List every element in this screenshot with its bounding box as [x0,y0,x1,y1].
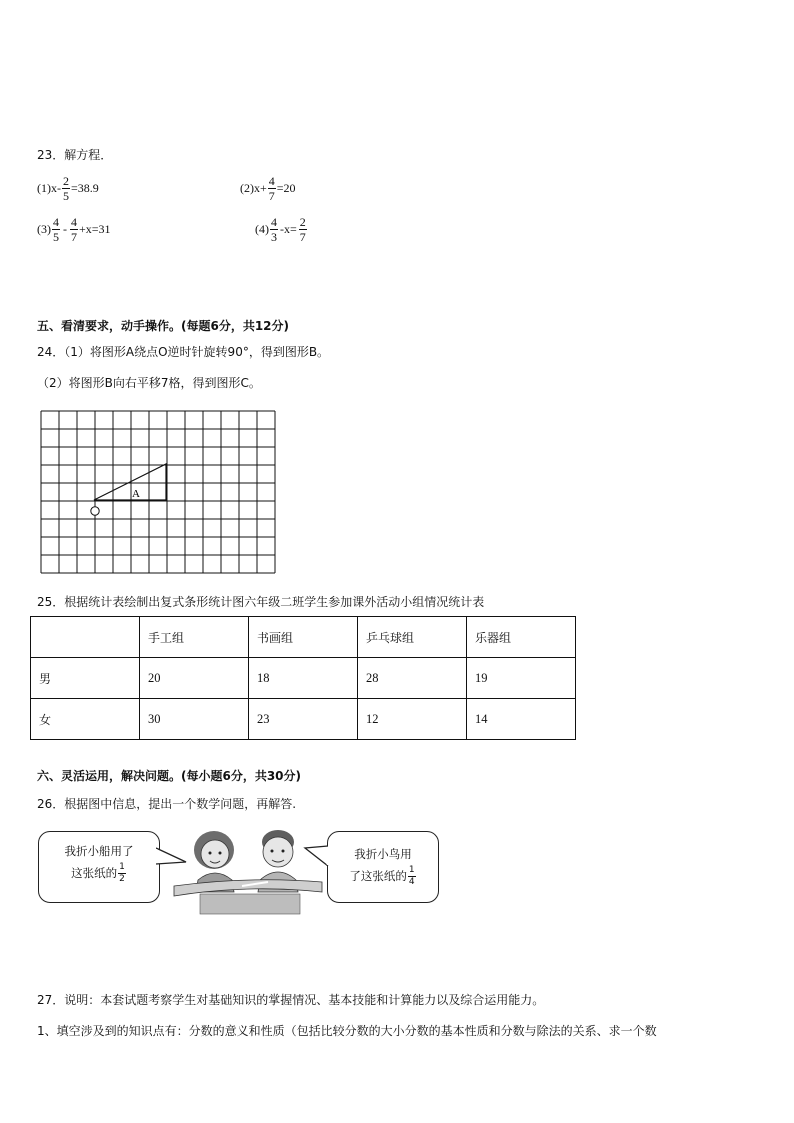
section-5-heading: 五、看清要求，动手操作。(每题6分，共12分) [37,319,290,333]
children-illustration [172,820,324,916]
table-header-row [31,617,576,658]
table-cell: 12 [358,699,467,740]
table-header-cell: 书画组 [249,617,358,658]
section-6-heading: 六、灵活运用，解决问题。(每小题6分，共30分) [37,769,302,783]
q27-line2: 1、填空涉及到的知识点有：分数的意义和性质（包括比较分数的大小分数的基本性质和分数与除法的关系、求一个数 [37,1024,657,1038]
table-cell: 30 [140,699,249,740]
table-header-cell: 乒乓球组 [358,617,467,658]
fraction: $\frac{2}{5}$ [63,174,69,203]
fraction: $\frac{4}{3}$ [271,215,277,244]
q24-line1: 24．（1）将图形A绕点O逆时针旋转90°，得到图形B。 [37,345,330,359]
shape-label-a: A [132,488,140,500]
point-o [91,507,99,515]
table-header-cell: 乐器组 [467,617,576,658]
equation-1: (1)x- $\frac{2}{5}$ =38.9 [37,174,99,203]
triangle-shape-a [94,464,166,500]
table-header-cell [31,617,140,658]
fraction: $\frac{4}{5}$ [53,215,59,244]
equation-4: (4) $\frac{4}{3}$ -x= $\frac{2}{7}$ [255,215,306,244]
row-label: 女 [31,699,140,740]
table-row [31,699,576,740]
table-cell: 18 [249,658,358,699]
q23-title: 23．解方程． [37,148,113,162]
equation-2: (2)x+ $\frac{4}{7}$ =20 [240,174,296,203]
table-cell: 20 [140,658,249,699]
equation-3: (3) $\frac{4}{5}$ - $\frac{4}{7}$ +x=31 [37,215,111,244]
speech-bubble-left: 我折小船用了 这张纸的 $\frac{1}{2}$ [38,831,160,903]
q27-line1: 27．说明：本套试题考察学生对基础知识的掌握情况、基本技能和计算能力以及综合运用能力。 [37,993,545,1007]
q24-line2: （2）将图形B向右平移7格，得到图形C。 [37,376,261,390]
fraction: $\frac{4}{7}$ [268,174,275,203]
activity-table [30,616,576,740]
fraction: $\frac{1}{2}$ [119,861,125,884]
speech-bubble-right: 我折小鸟用 了这张纸的 $\frac{1}{4}$ [327,831,439,903]
row-label: 男 [31,658,140,699]
table-cell: 23 [249,699,358,740]
fraction: $\frac{1}{4}$ [408,864,415,887]
grid-figure [40,410,276,574]
table-header-cell: 手工组 [140,617,249,658]
q25-title: 25．根据统计表绘制出复式条形统计图六年级二班学生参加课外活动小组情况统计表 [37,595,485,609]
table-cell: 14 [467,699,576,740]
table-cell: 28 [358,658,467,699]
fraction: $\frac{2}{7}$ [299,215,306,244]
table-cell: 19 [467,658,576,699]
table-row [31,658,576,699]
q26-title: 26．根据图中信息，提出一个数学问题，再解答. [37,797,297,811]
fraction: $\frac{4}{7}$ [71,215,77,244]
